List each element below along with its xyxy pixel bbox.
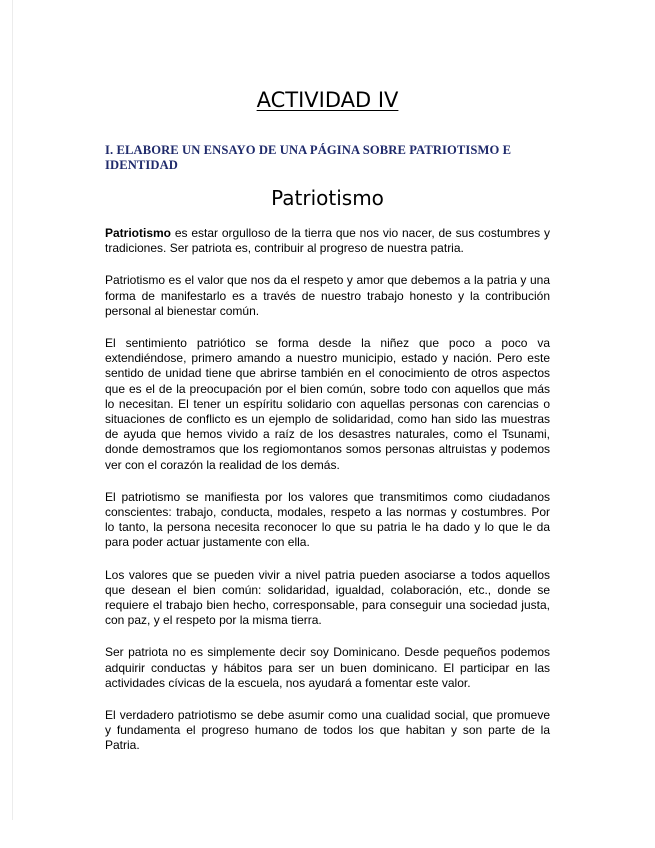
essay-paragraph-2: Patriotismo es el valor que nos da el respeto y amor que debemos a la patria y una forma de manifestarlo es a través de nuestro trabajo honesto y la contribución personal al bienestar común. <box>105 273 550 318</box>
paragraph-lead-term: Patriotismo <box>105 226 172 240</box>
activity-title: ACTIVIDAD IV <box>256 88 399 112</box>
essay-paragraph-6: Ser patriota no es simplemente decir soy Dominicano. Desde pequeños podemos adquirir conductas y hábitos para ser un buen dominicano. El participar en las actividades cívicas de la escuela, nos ayudará a fomentar este valor. <box>105 645 550 690</box>
page-edge-divider <box>12 0 13 820</box>
essay-paragraph-3: El sentimiento patriótico se forma desde la niñez que poco a poco va extendiéndose, primero amando a nuestro municipio, estado y nación. Pero este sentido de unidad tiene que abrirse también en el conocimiento de otros aspectos que es el de la preocupación por el bien común, sobre todo con aquellos que más lo necesitan. El tener un espíritu solidario con aquellas personas con carencias o situaciones de conflicto es un ejemplo de solidaridad, como han sido las muestras de ayuda que hemos vivido a raíz de los desastres naturales, como el Tsunami, donde demostramos que los regiomontanos somos personas altruistas y podemos ver con el corazón la realidad de los demás. <box>105 336 550 472</box>
paragraph-text: es estar orgulloso de la tierra que nos vio nacer, de sus costumbres y tradiciones. Ser patriota es, contribuir al progreso de nuestra patria. <box>105 226 550 256</box>
essay-paragraph-4: El patriotismo se manifiesta por los valores que transmitimos como ciudadanos conscientes: trabajo, conducta, modales, respeto a las normas y costumbres. Por lo tanto, la persona necesita reconocer lo que su patria le ha dado y lo que le da para poder actuar justamente con ella. <box>105 489 550 550</box>
essay-paragraph-7: El verdadero patriotismo se debe asumir como una cualidad social, que promueve y fundamenta el progreso humano de todos los que habitan y son parte de la Patria. <box>105 708 550 753</box>
essay-paragraph-1 <box>105 226 550 256</box>
instruction-heading: I. ELABORE UN ENSAYO DE UNA PÁGINA SOBRE PATRIOTISMO E IDENTIDAD <box>105 143 512 172</box>
essay-title: Patriotismo <box>271 186 384 210</box>
essay-paragraph-5: Los valores que se pueden vivir a nivel patria pueden asociarse a todos aquellos que desean el bien común: solidaridad, igualdad, colaboración, etc., donde se requiere el trabajo bien hecho, corresponsable, para conseguir una sociedad justa, con paz, y el respeto por la misma tierra. <box>105 567 550 628</box>
essay-body <box>105 226 550 771</box>
